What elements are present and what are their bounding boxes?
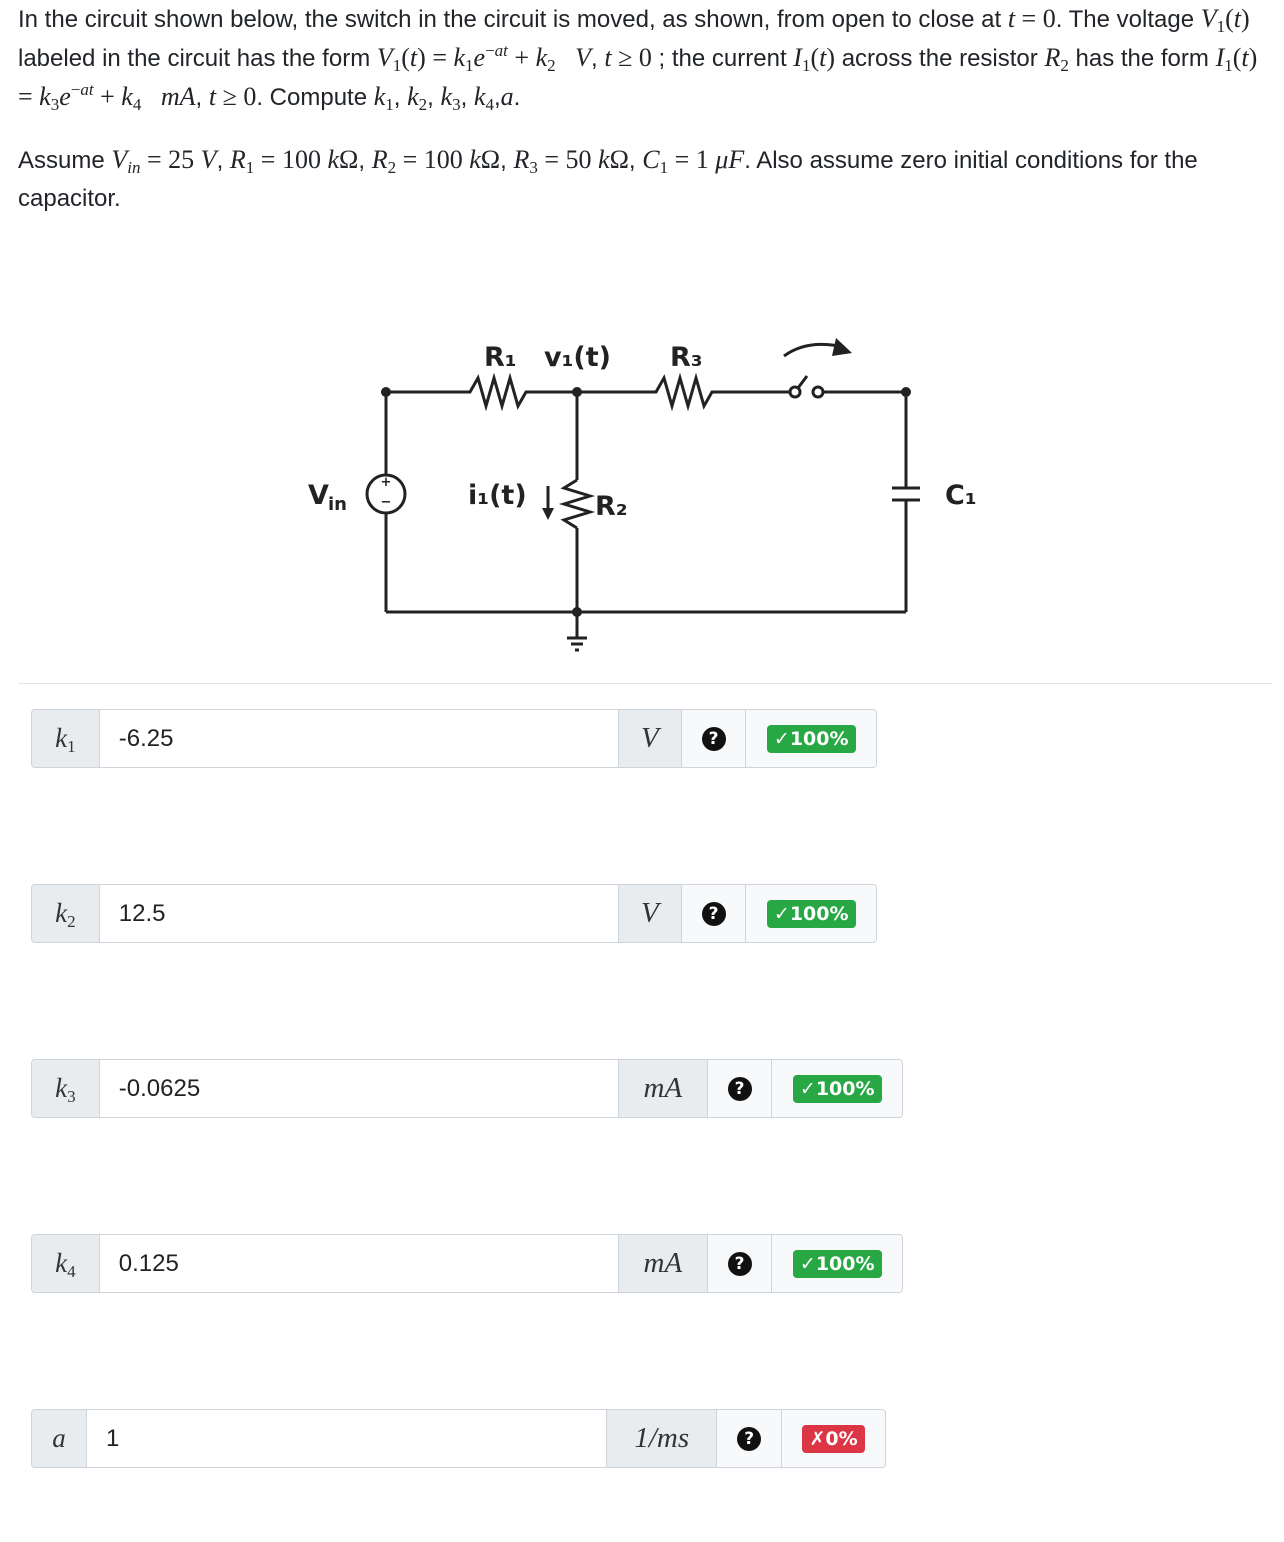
answer-row-k4 [31,1234,903,1293]
vin-label: V [308,480,329,511]
math-v1-form: $V_1(t) = k_1e^{-at} + k_2$ V [376,41,592,75]
answer-label: $k_3$ [32,1060,100,1117]
switch-contact-left [790,387,800,397]
math-k3: $k_3$ [440,82,461,114]
divider [18,683,1272,684]
circuit-diagram [290,320,1010,665]
question-text-assume: Assume [18,147,112,174]
answer-input-k1[interactable]: -6.25 [100,710,619,767]
math-t-ge: t ≥ 0 [604,43,652,72]
math-r2-val: $R_2 = 100$ kΩ [371,145,501,177]
math-v1t: $V_1(t)$ [1200,4,1250,36]
answer-input-k4[interactable]: 0.125 [100,1235,619,1292]
answer-row-k3 [31,1059,903,1118]
question-paragraph-1: In the circuit shown below, the switch in the circuit is moved, as shown, from open to close at t = 0. The voltage $V_1(t)$ labeled in the circuit has the form $V_1(t) = k_1e^{-at} + k_2$ V, t ≥ 0 ; the current $I_1(t)$ across the resistor $R_2$ has the form $I_1(t) = k_3e^{-at} + k_4$ mA, t ≥ 0. Compute $k_1$, $k_2$, $k_3$, $k_4,a$. [18,4,1258,114]
help-button[interactable] [682,710,747,767]
math-i1t: $I_1(t)$ [793,43,836,75]
question-text [18,0,1268,218]
answer-input-k2[interactable]: 12.5 [100,885,619,942]
switch-contact-right [813,387,823,397]
score-badge: ✓100% [793,1075,882,1103]
switch-arrowhead [832,338,852,356]
r2-resistor [564,480,590,528]
help-icon: ? [728,1252,752,1276]
answer-label: $k_4$ [32,1235,100,1292]
math-a: a [500,82,514,111]
answer-row-k2 [31,884,877,943]
unit-label: V [619,710,682,767]
answer-label: a [32,1410,87,1467]
question-text-d: ; the current [651,45,794,72]
ground-node [572,607,582,617]
answer-label: $k_2$ [32,885,100,942]
unit-label: 1/ms [607,1410,717,1467]
math-r2: $R_2$ [1044,43,1069,75]
math-i1-form: $I_1(t) = k_3e^{-at} + k_4$ mA [18,43,1258,114]
r3-resistor [577,378,795,406]
score-badge-cell [746,710,876,767]
unit-label: V [619,885,682,942]
math-k2: $k_2$ [407,82,428,114]
score-badge-cell [772,1235,902,1292]
unit-label: mA [619,1235,708,1292]
math-t0: t = 0 [1007,4,1056,33]
answer-label: $k_1$ [32,710,100,767]
vin-subscript: in [328,494,347,515]
score-badge-cell [746,885,876,942]
score-badge-cell [782,1410,885,1467]
unit-label: mA [619,1060,708,1117]
answer-row-k1 [31,709,877,768]
question-text-e: across the resistor [835,45,1045,72]
math-assumptions: $V_{in} = 25$ V [111,145,217,177]
score-badge: ✗0% [802,1425,864,1453]
r3-label: R₃ [670,342,703,373]
score-badge-cell [772,1060,902,1117]
question-text-a: In the circuit shown below, the switch in the circuit is moved, as shown, from open to close at [18,6,1008,33]
answer-input-k3[interactable]: -0.0625 [100,1060,619,1117]
r1-label: R₁ [484,342,517,373]
i1-label: i₁(t) [468,480,527,511]
source-plus: + [380,475,392,490]
help-button[interactable] [682,885,747,942]
answer-row-a [31,1409,886,1468]
switch-arc [784,344,838,356]
question-text-zero-ic: . Also assume zero initial conditions for the capacitor. [18,147,1198,212]
help-button[interactable] [708,1060,773,1117]
help-icon: ? [702,727,726,751]
question-text-c: labeled in the circuit has the form [18,45,377,72]
math-c1-val: $C_1 = 1$ μF [642,145,745,177]
math-unknowns: $k_1$ [373,82,394,114]
score-badge: ✓100% [767,725,856,753]
help-icon: ? [728,1077,752,1101]
help-button[interactable] [717,1410,782,1467]
score-badge: ✓100% [767,900,856,928]
score-badge: ✓100% [793,1250,882,1278]
help-button[interactable] [708,1235,773,1292]
help-icon: ? [702,902,726,926]
math-r3-val: $R_3 = 50$ kΩ [513,145,629,177]
r1-resistor [386,378,577,406]
c1-label: C₁ [945,480,977,511]
v1-label: v₁(t) [544,342,612,373]
math-r1-val: $R_1 = 100$ kΩ [229,145,359,177]
question-paragraph-2: Assume $V_{in} = 25$ V, $R_1 = 100$ kΩ, $R_2 = 100$ kΩ, $R_3 = 50$ kΩ, $C_1 = 1$ μF. Also assume zero initial conditions for the capacitor. [18,145,1198,212]
question-text-g: . Compute [256,84,374,111]
source-minus: − [380,495,392,510]
r2-label: R₂ [595,491,628,522]
question-text-b: . The voltage [1055,6,1201,33]
math-k4: $k_4$ [473,82,494,114]
question-text-f: has the form [1068,45,1216,72]
math-t-ge2: t ≥ 0 [208,82,257,111]
current-arrowhead [542,508,554,520]
help-icon: ? [737,1427,761,1451]
answer-input-a[interactable]: 1 [87,1410,607,1467]
